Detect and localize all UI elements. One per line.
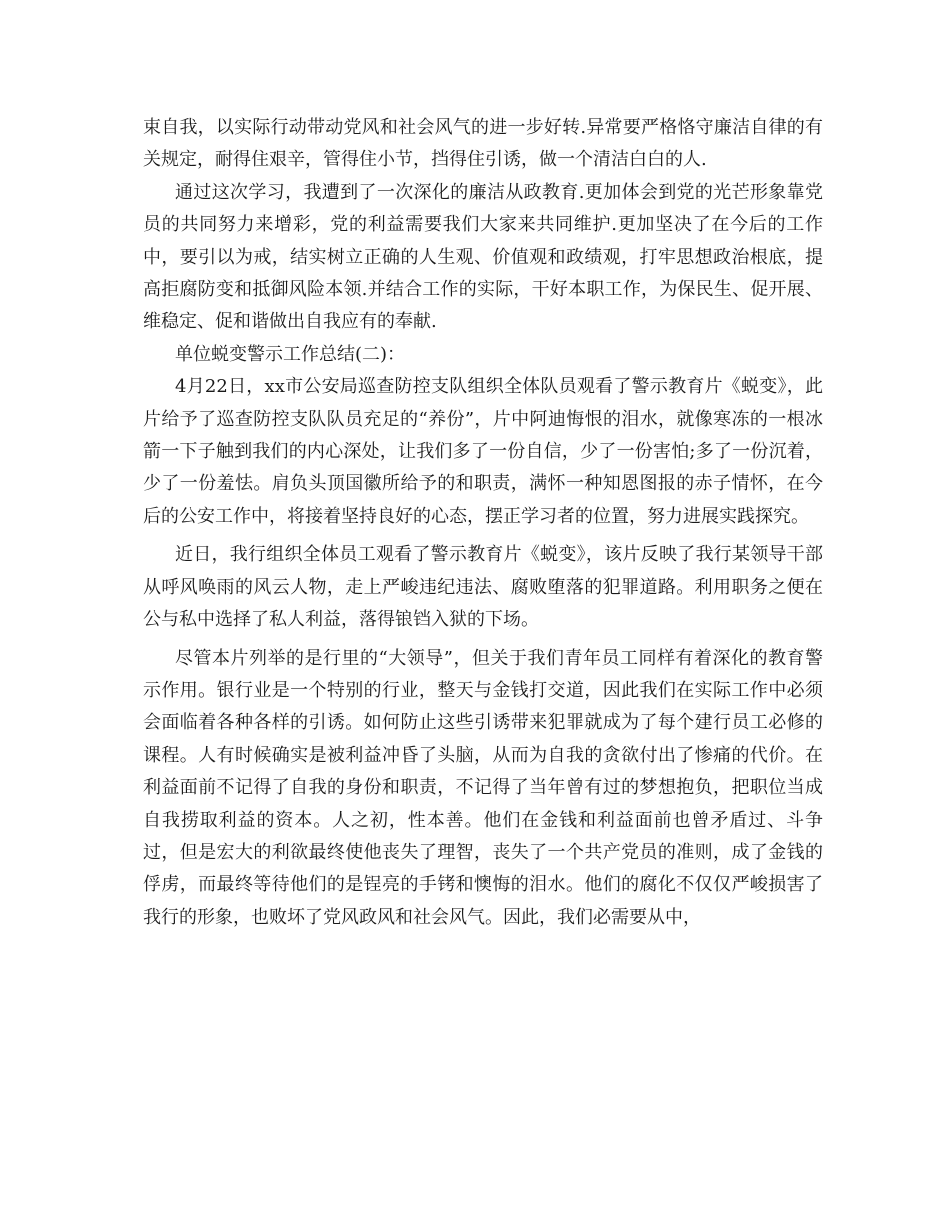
paragraph-bank-viewing: 近日，我行组织全体员工观看了警示教育片《蜕变》，该片反映了我行某领导干部从呼风唤雨的风云人物，走上严峻违纪违法、腐败堕落的犯罪道路。利用职务之便在公与私中选择了私人利益，落得锒铛入狱的下场。: [143, 544, 823, 631]
paragraph-warning-effect: 尽管本片列举的是行里的“大领导”，但关于我们青年员工同样有着深化的教育警示作用。银行业是一个特别的行业，整天与金钱打交道，因此我们在实际工作中必须会面临着各种各样的引诱。如何防止这些引诱带来犯罪就成为了每个建行员工必修的课程。人有时候确实是被利益冲昏了头脑，从而为自我的贪欲付出了惨痛的代价。在利益面前不记得了自我的身份和职责，不记得了当年曾有过的梦想抱负，把职位当成自我捞取利益的资本。人之初，性本善。他们在金钱和利益面前也曾矛盾过、斗争过，但是宏大的利欲最终使他丧失了理智，丧失了一个共产党员的准则，成了金钱的俘虏，而最终等待他们的是锃亮的手铐和懊悔的泪水。他们的腐化不仅仅严峻损害了我行的形象，也败坏了党风政风和社会风气。因此，我们必需要从中，: [143, 647, 823, 928]
paragraph-study-reflection: 通过这次学习，我遭到了一次深化的廉洁从政教育.更加体会到党的光芒形象靠党员的共同努力来增彩，党的利益需要我们大家来共同维护.更加坚决了在今后的工作中，要引以为戒，结实树立正确的人生观、价值观和政绩观，打牢思想政治根底，提高拒腐防变和抵御风险本领.并结合工作的实际，干好本职工作，为保民生、促开展、维稳定、促和谐做出自我应有的奉献.: [143, 181, 823, 333]
paragraph-police-viewing: 4月22日，xx市公安局巡查防控支队组织全体队员观看了警示教育片《蜕变》，此片给予了巡查防控支队队员充足的“养份”，片中阿迪悔恨的泪水，就像寒冻的一根冰箭一下子触到我们的内心深处，让我们多了一份自信，少了一份害怕;多了一份沉着，少了一份羞怯。肩负头顶国徽所给予的和职责，满怀一种知恩图报的赤子情怀，在今后的公安工作中，将接着坚持良好的心态，摆正学习者的位置，努力进展实践探究。: [143, 376, 823, 527]
document-body: [143, 112, 823, 934]
section-heading: 单位蜕变警示工作总结(二)：: [175, 343, 406, 365]
paragraph-continuation: 束自我，以实际行动带动党风和社会风气的进一步好转.异常要严格恪守廉洁自律的有关规定，耐得住艰辛，管得住小节，挡得住引诱，做一个清洁白白的人.: [143, 117, 823, 171]
